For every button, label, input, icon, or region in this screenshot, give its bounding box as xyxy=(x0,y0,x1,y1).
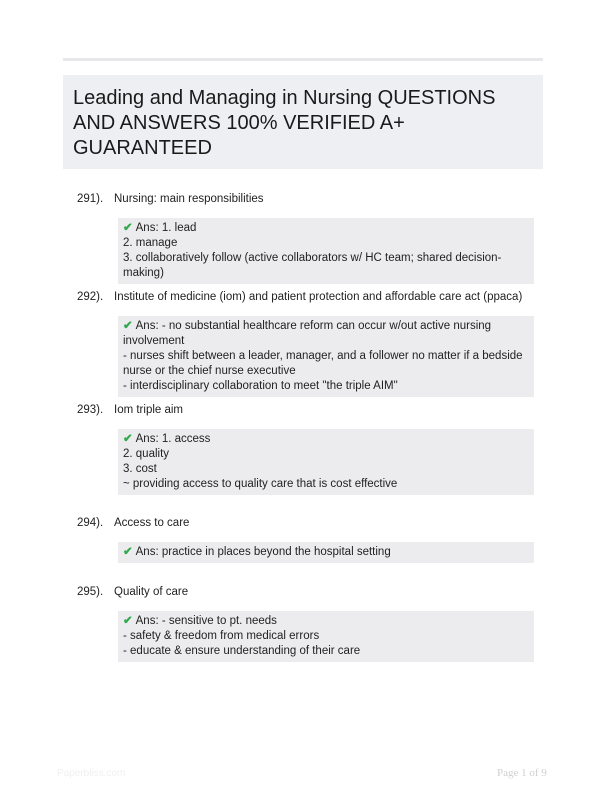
question-text: Iom triple aim xyxy=(114,404,184,416)
top-divider xyxy=(63,58,543,61)
question-number: 291). xyxy=(77,193,104,205)
answer-line: ~ providing access to quality care that is cost effective xyxy=(123,478,398,490)
checkmark-icon: ✔ xyxy=(123,546,133,558)
answer-line: 2. quality xyxy=(123,448,170,460)
question-number: 293). xyxy=(77,404,104,416)
title-banner xyxy=(63,75,543,169)
answer-line: 3. collaboratively follow (active collaborators w/ HC team; shared decision-making) xyxy=(123,252,502,279)
page-indicator: Page 1 of 9 xyxy=(497,767,547,779)
answer-line: Ans: 1. lead xyxy=(135,222,197,234)
question-text: Nursing: main responsibilities xyxy=(114,193,264,205)
answer-line: 2. manage xyxy=(123,237,178,249)
answer-line: 3. cost xyxy=(123,463,157,475)
answer-line: - safety & freedom from medical errors xyxy=(123,630,320,642)
answer-line: Ans: 1. access xyxy=(135,433,211,445)
answer-box xyxy=(118,611,534,662)
question-text: Institute of medicine (iom) and patient protection and affordable care act (ppaca) xyxy=(114,291,523,303)
checkmark-icon: ✔ xyxy=(123,433,133,445)
question-text: Quality of care xyxy=(114,586,189,598)
question-number: 292). xyxy=(77,291,104,303)
footer-site: Paperbliss.com xyxy=(57,768,126,779)
answer-line: - nurses shift between a leader, manager, and a follower no matter if a bedside nurse or the chief nurse executive xyxy=(123,350,523,377)
question-number: 295). xyxy=(77,586,104,598)
checkmark-icon: ✔ xyxy=(123,320,133,332)
checkmark-icon: ✔ xyxy=(123,222,133,234)
document-title: Leading and Managing in Nursing QUESTIONS AND ANSWERS 100% VERIFIED A+ GUARANTEED xyxy=(73,87,496,159)
answer-line: - interdisciplinary collaboration to meet "the triple AIM" xyxy=(123,380,398,392)
answer-line: Ans: - sensitive to pt. needs xyxy=(135,615,277,627)
answer-box xyxy=(118,542,534,563)
question-number: 294). xyxy=(77,517,104,529)
question-text: Access to care xyxy=(114,517,190,529)
checkmark-icon: ✔ xyxy=(123,615,133,627)
answer-line: Ans: practice in places beyond the hospital setting xyxy=(135,546,391,558)
answer-box xyxy=(118,218,534,284)
answer-box xyxy=(118,316,534,397)
answer-line: Ans: - no substantial healthcare reform can occur w/out active nursing involvement xyxy=(123,320,492,347)
answer-box xyxy=(118,429,534,495)
answer-line: - educate & ensure understanding of their care xyxy=(123,645,361,657)
